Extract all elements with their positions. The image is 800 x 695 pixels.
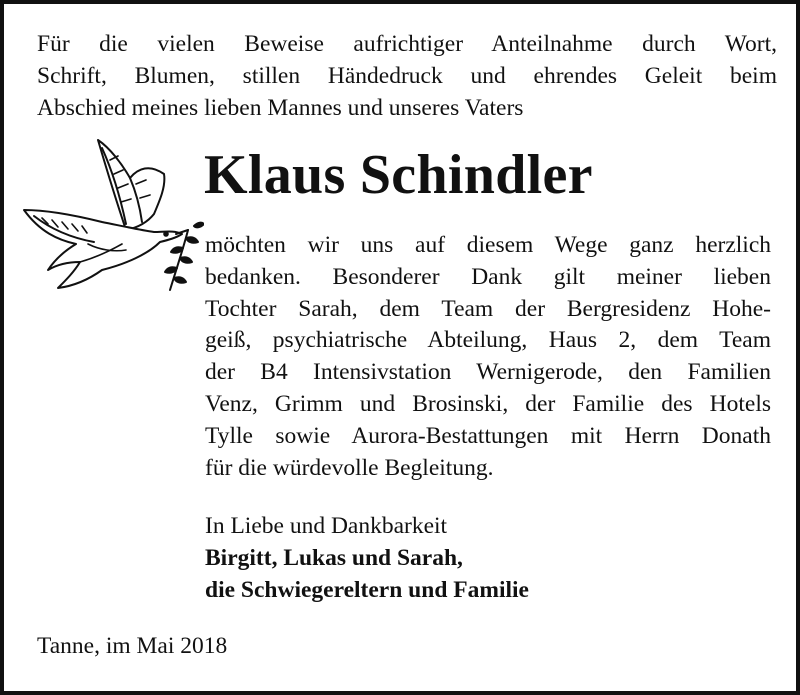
thanks-line: geiß, psychiatrische Abteilung, Haus 2, dem Team	[205, 327, 771, 354]
deceased-name: Klaus Schindler	[204, 144, 593, 206]
place-date: Tanne, im Mai 2018	[37, 633, 228, 659]
dove-with-olive-branch-icon	[18, 134, 204, 294]
thanks-line: Venz, Grimm und Brosinski, der Familie des Hotels	[205, 390, 771, 417]
thanks-line: Tochter Sarah, dem Team der Bergresidenz Hohe-	[205, 295, 771, 322]
closing-salutation: In Liebe und Dankbarkeit	[205, 513, 448, 539]
intro-line: Abschied meines lieben Mannes und unseres Vaters	[37, 95, 524, 121]
intro-line: Für die vielen Beweise aufrichtiger Anteilnahme durch Wort,	[37, 31, 777, 57]
intro-line: Schrift, Blumen, stillen Händedruck und ehrendes Geleit beim	[37, 63, 777, 89]
thanks-line: für die würdevolle Begleitung.	[205, 454, 494, 481]
thanks-line: möchten wir uns auf diesem Wege ganz herzlich	[205, 232, 771, 258]
signers-line: die Schwiegereltern und Familie	[205, 577, 529, 603]
thanks-line: Tylle sowie Aurora-Bestattungen mit Herrn Donath	[205, 422, 771, 449]
thanks-paragraph	[205, 230, 771, 484]
thanks-line: bedanken. Besonderer Dank gilt meiner lieben	[205, 263, 771, 290]
signers-line: Birgitt, Lukas und Sarah,	[205, 545, 463, 571]
closing-block	[205, 510, 529, 606]
intro-paragraph	[37, 28, 777, 124]
thanks-line: der B4 Intensivstation Wernigerode, den Familien	[205, 359, 771, 386]
